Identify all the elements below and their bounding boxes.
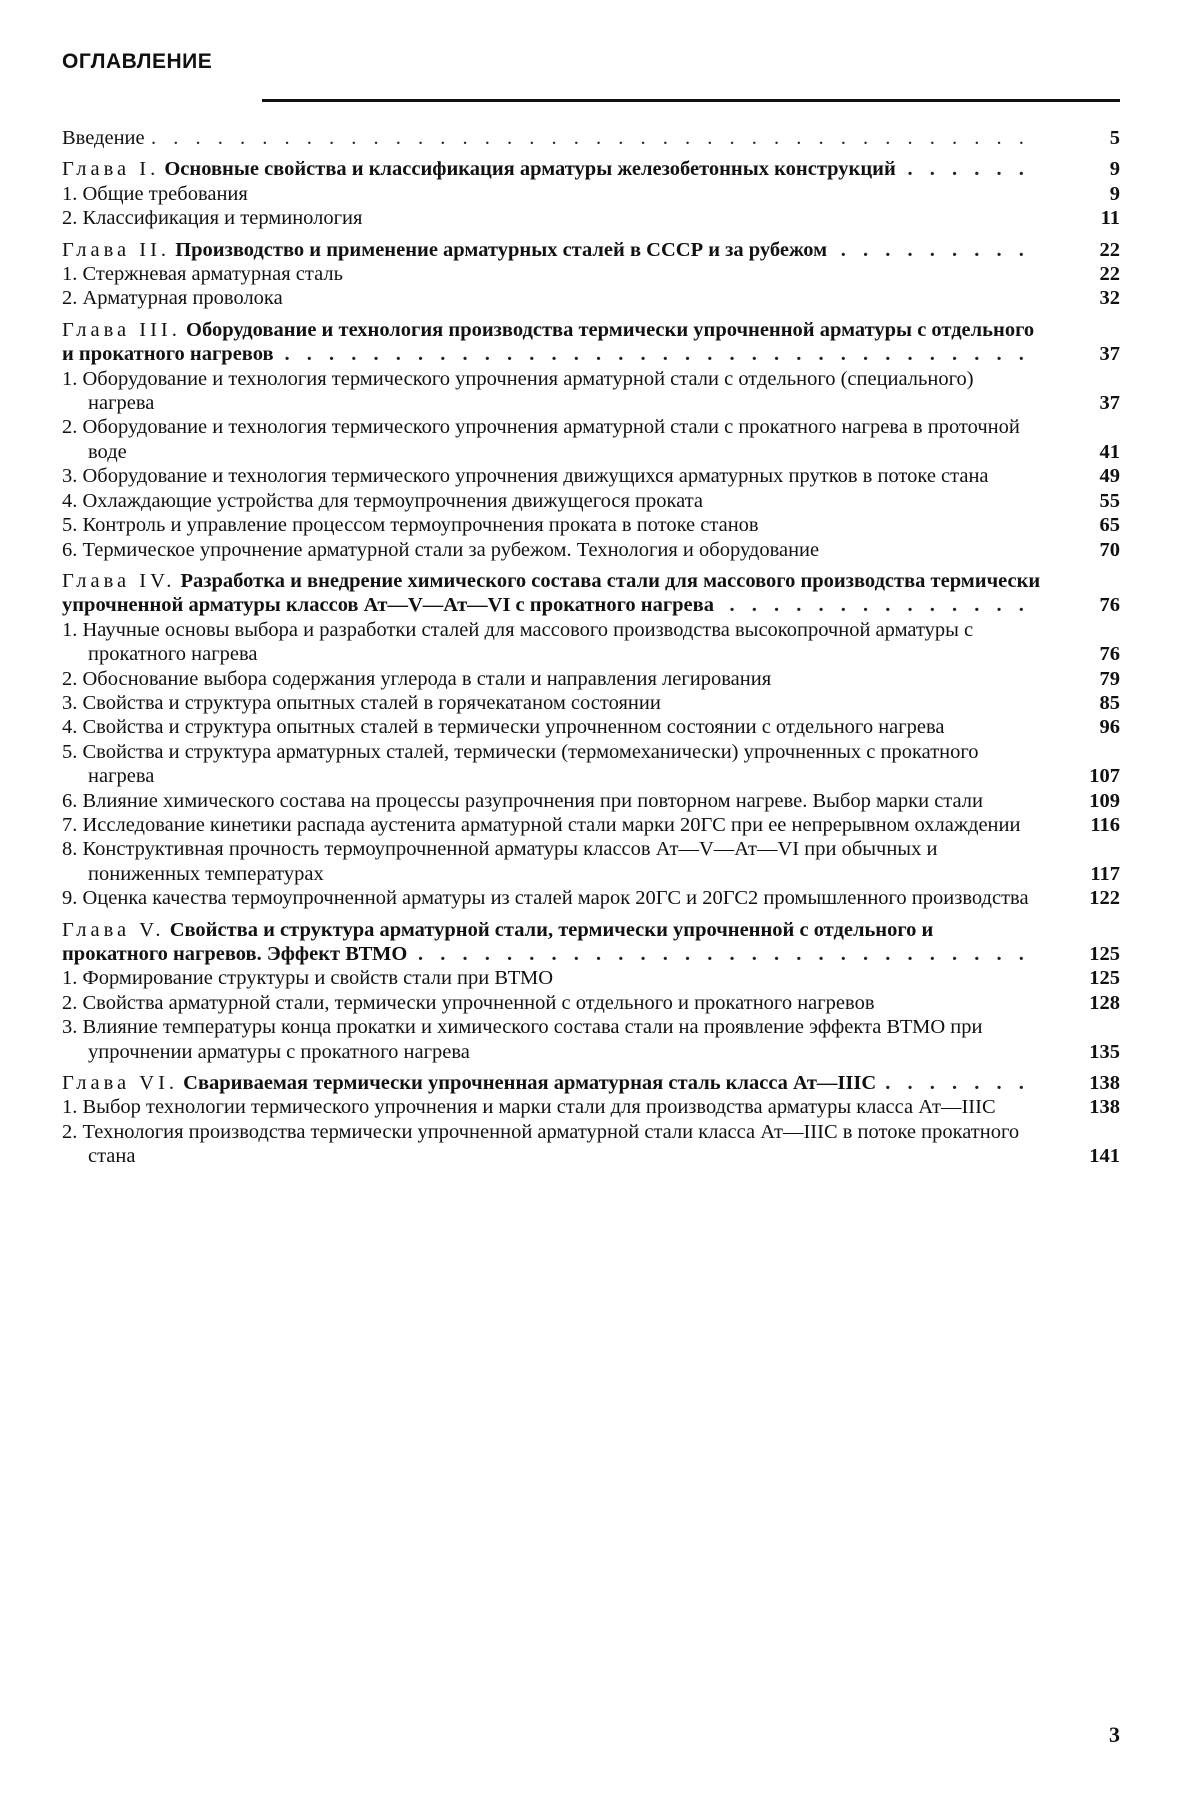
toc-entry-text — [62, 286, 1042, 310]
toc-entry — [62, 667, 1120, 691]
toc-page-number: 138 — [1089, 1072, 1120, 1095]
toc-page-number: 37 — [1099, 392, 1120, 415]
toc-page-number: 116 — [1090, 813, 1120, 836]
chapter-title: Основные свойства и классификация арматуры железобетонных конструкций — [164, 158, 896, 181]
toc-page-number: 135 — [1089, 1040, 1120, 1063]
toc-entry-text — [62, 415, 1042, 464]
toc-entry-text — [62, 691, 1042, 715]
toc-entry — [62, 740, 1120, 789]
toc-page-number: 11 — [1100, 207, 1120, 230]
toc-entry-text — [62, 886, 1042, 910]
entry-title: 6. Влияние химического состава на процессы разупрочнения при повторном нагреве. Выбор марки стали — [62, 789, 1042, 813]
toc-entry — [62, 415, 1120, 464]
toc-entry-text — [62, 318, 1042, 367]
entry-title: 3. Оборудование и технология термического упрочнения движущихся арматурных прутков в потоке стана — [62, 464, 1042, 488]
toc-page-number: 41 — [1099, 440, 1120, 463]
entry-title: 2. Обоснование выбора содержания углерода в стали и направления легирования — [62, 667, 1042, 691]
toc-entry — [62, 1095, 1120, 1119]
toc-entry-text — [62, 918, 1042, 967]
toc-entry — [62, 837, 1120, 886]
entry-title: 1. Стержневая арматурная сталь — [62, 262, 1042, 286]
toc-entry-text — [62, 262, 1042, 286]
entry-title: 4. Свойства и структура опытных сталей в термически упрочненном состоянии с отдельного нагрева — [62, 715, 1042, 739]
toc-page-number: 65 — [1099, 514, 1120, 537]
toc-page-number: 85 — [1099, 691, 1120, 714]
toc-entry — [62, 464, 1120, 488]
toc-entry-text — [62, 991, 1042, 1015]
toc-page-number: 125 — [1089, 943, 1120, 965]
chapter-label: Глава II. — [62, 238, 171, 261]
toc-entry-text — [62, 126, 1042, 150]
toc-entry-text — [62, 813, 1042, 837]
entry-title: 3. Свойства и структура опытных сталей в горячекатаном состоянии — [62, 691, 1042, 715]
entry-title: 2. Арматурная проволока — [62, 286, 1042, 310]
toc-entry — [62, 991, 1120, 1015]
toc-page-number: 9 — [1109, 158, 1120, 181]
toc-entry-text — [62, 157, 1042, 181]
toc-page-number: 117 — [1090, 862, 1120, 885]
entry-title: 8. Конструктивная прочность термоупрочненной арматуры классов Ат—V—Ат—VI при обычных и пониженных температурах — [62, 837, 1042, 886]
toc-entry-text — [62, 367, 1042, 416]
toc-page-number: 125 — [1089, 967, 1120, 990]
toc-entry — [62, 886, 1120, 910]
chapter-title: Свойства и структура арматурной стали, термически упрочненной с отдельного и прокатного нагревов. Эффект ВТМО — [62, 918, 934, 965]
heading-rule — [262, 99, 1120, 102]
toc-page-number: 79 — [1099, 667, 1120, 690]
toc-entry — [62, 489, 1120, 513]
toc-chapter-entry — [62, 318, 1120, 367]
entry-title: 3. Влияние температуры конца прокатки и химического состава стали на проявление эффекта ВТМО при упрочнении арматуры с прокатного нагрева — [62, 1015, 1042, 1064]
toc-page-number: 49 — [1099, 465, 1120, 488]
toc-page-number: 128 — [1089, 991, 1120, 1014]
toc-entry — [62, 513, 1120, 537]
toc-chapter-entry — [62, 238, 1120, 262]
entry-title: 6. Термическое упрочнение арматурной стали за рубежом. Технология и оборудование — [62, 538, 1042, 562]
toc-page-number: 141 — [1089, 1145, 1120, 1168]
toc-page-number: 70 — [1099, 538, 1120, 561]
toc-page-number: 96 — [1099, 716, 1120, 739]
entry-title: 1. Научные основы выбора и разработки сталей для массового производства высокопрочной арматуры с прокатного нагрева — [62, 618, 1042, 667]
toc-entry-text — [62, 238, 1042, 262]
toc-entry-text — [62, 715, 1042, 739]
chapter-label: Глава III. — [62, 318, 181, 341]
table-of-contents — [62, 126, 1120, 1169]
entry-title: 5. Свойства и структура арматурных сталей, термически (термомеханически) упрочненных с прокатного нагрева — [62, 740, 1042, 789]
toc-page-number: 76 — [1099, 643, 1120, 666]
toc-entry-text — [62, 206, 1042, 230]
entry-title: 2. Технология производства термически упрочненной арматурной стали класса Ат—IIIС в потоке прокатного стана — [62, 1120, 1042, 1169]
toc-entry — [62, 966, 1120, 990]
toc-entry — [62, 286, 1120, 310]
toc-entry — [62, 789, 1120, 813]
chapter-label: Глава IV. — [62, 569, 176, 592]
toc-entry-text — [62, 837, 1042, 886]
toc-entry-text — [62, 618, 1042, 667]
entry-title: 7. Исследование кинетики распада аустенита арматурной стали марки 20ГС при ее непрерывном охлаждении — [62, 813, 1042, 837]
toc-page-number: 37 — [1099, 343, 1120, 366]
toc-entry — [62, 182, 1120, 206]
chapter-label: Глава VI. — [62, 1072, 179, 1095]
entry-title: 2. Оборудование и технология термического упрочнения арматурной стали с прокатного нагрева в проточной воде — [62, 415, 1042, 464]
chapter-label: Глава V. — [62, 918, 165, 941]
toc-entry-text — [62, 182, 1042, 206]
toc-heading: ОГЛАВЛЕНИЕ — [62, 50, 213, 73]
toc-entry-text — [62, 1071, 1042, 1095]
toc-entry-text — [62, 464, 1042, 488]
toc-page-number: 9 — [1109, 182, 1120, 205]
chapter-title: Производство и применение арматурных сталей в СССР и за рубежом — [175, 238, 828, 261]
toc-page-number: 22 — [1099, 263, 1120, 286]
toc-page-number: 32 — [1099, 287, 1120, 310]
entry-title: 5. Контроль и управление процессом термоупрочнения проката в потоке станов — [62, 513, 1042, 537]
toc-entry — [62, 813, 1120, 837]
toc-entry — [62, 691, 1120, 715]
toc-page-number: 107 — [1089, 765, 1120, 788]
toc-entry — [62, 1015, 1120, 1064]
entry-title: 4. Охлаждающие устройства для термоупрочнения движущегося проката — [62, 489, 1042, 513]
chapter-title: Свариваемая термически упрочненная арматурная сталь класса Ат—IIIС — [183, 1072, 877, 1095]
toc-chapter-entry — [62, 569, 1120, 618]
toc-entry — [62, 367, 1120, 416]
toc-chapter-entry — [62, 1071, 1120, 1095]
entry-title: 1. Оборудование и технология термического упрочнения арматурной стали с отдельного (специального) нагрева — [62, 367, 1042, 416]
toc-entry-text — [62, 538, 1042, 562]
toc-page-number: 138 — [1089, 1096, 1120, 1119]
toc-entry — [62, 1120, 1120, 1169]
toc-entry-text — [62, 966, 1042, 990]
chapter-title: Разработка и внедрение химического состава стали для массового производства термически упрочненной арматуры классов Ат—V—Ат—VI с прокатного нагрева — [62, 569, 1041, 617]
toc-page-number: 122 — [1089, 887, 1120, 910]
entry-title: 1. Формирование структуры и свойств стали при ВТМО — [62, 966, 1042, 990]
toc-entry-text — [62, 569, 1042, 618]
toc-entry-text — [62, 1015, 1042, 1064]
toc-entry-text — [62, 667, 1042, 691]
toc-entry — [62, 262, 1120, 286]
toc-page-number: 109 — [1089, 789, 1120, 812]
toc-entry-text — [62, 1095, 1042, 1119]
chapter-title: Оборудование и технология производства термически упрочненной арматуры с отдельного и прокатного нагревов — [62, 318, 1035, 366]
entry-title: 2. Классификация и терминология — [62, 206, 1042, 230]
chapter-label: Глава I. — [62, 158, 160, 181]
toc-entry — [62, 126, 1120, 150]
toc-entry — [62, 618, 1120, 667]
entry-title: 2. Свойства арматурной стали, термически упрочненной с отдельного и прокатного нагревов — [62, 991, 1042, 1015]
page-number: 3 — [1109, 1722, 1120, 1747]
entry-title: 1. Выбор технологии термического упрочнения и марки стали для производства арматуры класса Ат—IIIС — [62, 1095, 1042, 1119]
toc-entry — [62, 538, 1120, 562]
toc-entry-text — [62, 789, 1042, 813]
toc-page-number: 5 — [1109, 127, 1120, 149]
toc-entry-text — [62, 489, 1042, 513]
entry-title: 1. Общие требования — [62, 182, 1042, 206]
toc-chapter-entry — [62, 157, 1120, 181]
toc-chapter-entry — [62, 918, 1120, 967]
toc-page-number: 22 — [1099, 238, 1120, 261]
entry-title: 9. Оценка качества термоупрочненной арматуры из сталей марок 20ГС и 20ГС2 промышленного производства — [62, 886, 1042, 910]
toc-entry-text — [62, 1120, 1042, 1169]
toc-entry — [62, 715, 1120, 739]
toc-entry-text — [62, 740, 1042, 789]
toc-page-number: 55 — [1099, 489, 1120, 512]
entry-title: Введение — [62, 127, 151, 149]
toc-page-number: 76 — [1099, 594, 1120, 617]
toc-entry-text — [62, 513, 1042, 537]
toc-entry — [62, 206, 1120, 230]
